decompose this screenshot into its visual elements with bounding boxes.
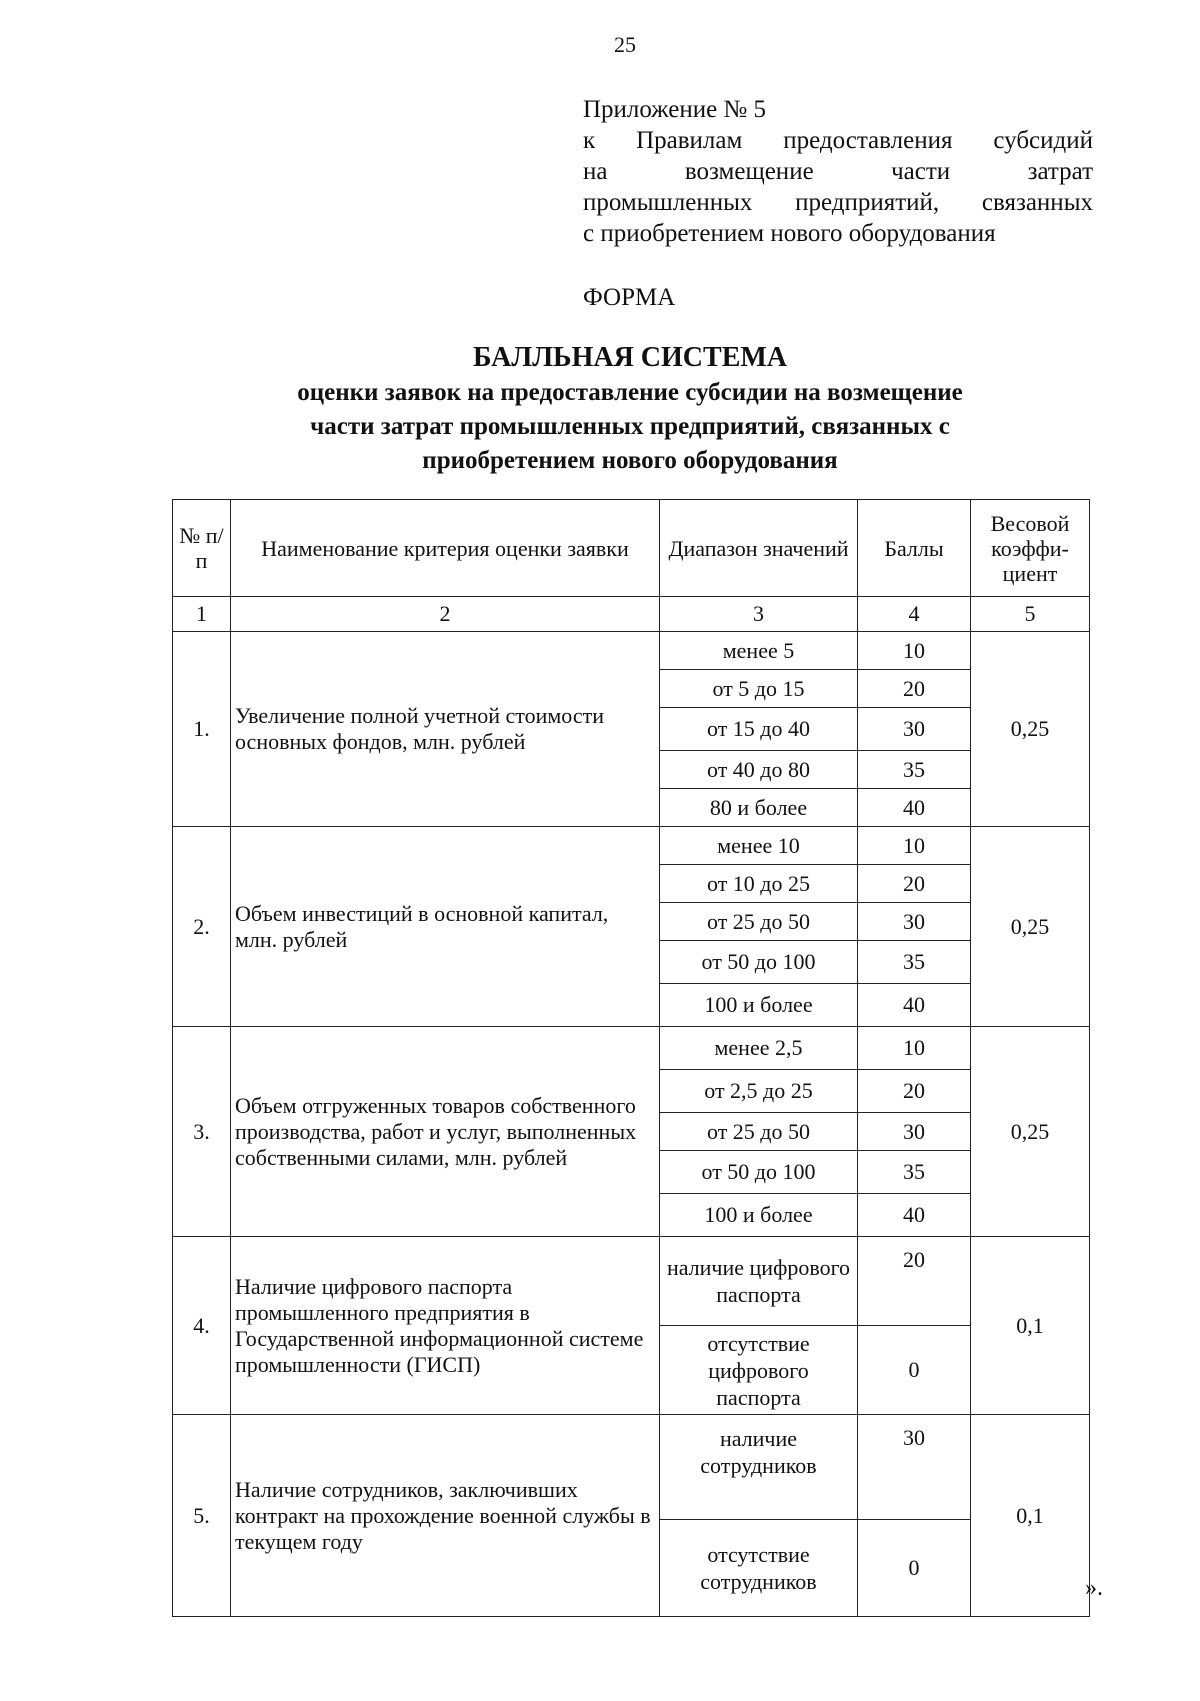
- range-value: 100 и более: [660, 1194, 858, 1237]
- range-value: отсутствие цифрового паспорта: [660, 1326, 858, 1415]
- criterion-name: Объем отгруженных товаров собственного производства, работ и услуг, выполненных собственными силами, млн. рублей: [231, 1027, 660, 1237]
- range-value: менее 10: [660, 827, 858, 865]
- appendix-line: промышленных предприятий, связанных: [583, 189, 1093, 216]
- score-value: 40: [858, 1194, 971, 1237]
- score-value: 0: [858, 1326, 971, 1415]
- scoring-table: [172, 499, 1090, 1617]
- header-number: № п/п: [173, 500, 231, 597]
- column-number: 5: [971, 597, 1090, 632]
- score-value: 10: [858, 632, 971, 670]
- row-number: 3.: [173, 1027, 231, 1237]
- title-main: БАЛЛЬНАЯ СИСТЕМА: [472, 342, 788, 373]
- header-score: Баллы: [858, 500, 971, 597]
- score-value: 10: [858, 1027, 971, 1070]
- appendix-line: на возмещение части затрат: [583, 158, 1093, 185]
- criterion-name: Наличие цифрового паспорта промышленного предприятия в Государственной информационной системе промышленности (ГИСП): [231, 1237, 660, 1415]
- weight-value: 0,25: [971, 632, 1090, 827]
- range-value: наличие цифрового паспорта: [660, 1237, 858, 1326]
- range-value: наличие сотрудников: [660, 1415, 858, 1520]
- score-value: 35: [858, 941, 971, 984]
- range-value: менее 5: [660, 632, 858, 670]
- weight-value: 0,1: [971, 1237, 1090, 1415]
- range-value: от 50 до 100: [660, 941, 858, 984]
- appendix-line: с приобретением нового оборудования: [583, 220, 996, 247]
- score-value: 20: [858, 1070, 971, 1113]
- score-value: 30: [858, 1113, 971, 1151]
- range-value: от 10 до 25: [660, 865, 858, 903]
- row-number: 5.: [173, 1415, 231, 1617]
- range-value: от 25 до 50: [660, 903, 858, 941]
- score-value: 30: [858, 1415, 971, 1520]
- title-subtitle: части затрат промышленных предприятий, связанных с: [310, 413, 950, 440]
- range-value: 80 и более: [660, 789, 858, 827]
- score-value: 20: [858, 670, 971, 708]
- score-value: 40: [858, 789, 971, 827]
- score-value: 35: [858, 751, 971, 789]
- range-value: 100 и более: [660, 984, 858, 1027]
- score-value: 20: [858, 865, 971, 903]
- criterion-name: Объем инвестиций в основной капитал, млн. рублей: [231, 827, 660, 1027]
- column-number: 2: [231, 597, 660, 632]
- header-criterion: Наименование критерия оценки заявки: [231, 500, 660, 597]
- row-number: 4.: [173, 1237, 231, 1415]
- criterion-name: Увеличение полной учетной стоимости основных фондов, млн. рублей: [231, 632, 660, 827]
- appendix-title: Приложение № 5: [583, 96, 767, 123]
- range-value: отсутствие сотрудников: [660, 1520, 858, 1617]
- column-number: 3: [660, 597, 858, 632]
- page-number: 25: [614, 32, 636, 57]
- score-value: 10: [858, 827, 971, 865]
- appendix-line: к Правилам предоставления субсидий: [583, 127, 1093, 154]
- weight-value: 0,1: [971, 1415, 1090, 1617]
- score-value: 20: [858, 1237, 971, 1326]
- range-value: от 5 до 15: [660, 670, 858, 708]
- score-value: 35: [858, 1151, 971, 1194]
- score-value: 40: [858, 984, 971, 1027]
- form-label: ФОРМА: [583, 284, 676, 311]
- title-subtitle: приобретением нового оборудования: [422, 447, 838, 474]
- range-value: от 15 до 40: [660, 708, 858, 751]
- range-value: от 40 до 80: [660, 751, 858, 789]
- range-value: от 50 до 100: [660, 1151, 858, 1194]
- criterion-name: Наличие сотрудников, заключивших контракт на прохождение военной службы в текущем году: [231, 1415, 660, 1617]
- score-value: 0: [858, 1520, 971, 1617]
- header-weight: Весовой коэффи- циент: [971, 500, 1090, 597]
- weight-value: 0,25: [971, 827, 1090, 1027]
- column-number: 4: [858, 597, 971, 632]
- range-value: от 25 до 50: [660, 1113, 858, 1151]
- row-number: 2.: [173, 827, 231, 1027]
- column-number: 1: [173, 597, 231, 632]
- score-value: 30: [858, 708, 971, 751]
- title-subtitle: оценки заявок на предоставление субсидии на возмещение: [297, 379, 963, 406]
- appendix-header: [583, 94, 1093, 249]
- range-value: менее 2,5: [660, 1027, 858, 1070]
- document-title: [200, 340, 1060, 478]
- closing-quote: ».: [1085, 1575, 1103, 1601]
- range-value: от 2,5 до 25: [660, 1070, 858, 1113]
- weight-value: 0,25: [971, 1027, 1090, 1237]
- header-range: Диапазон значений: [660, 500, 858, 597]
- row-number: 1.: [173, 632, 231, 827]
- score-value: 30: [858, 903, 971, 941]
